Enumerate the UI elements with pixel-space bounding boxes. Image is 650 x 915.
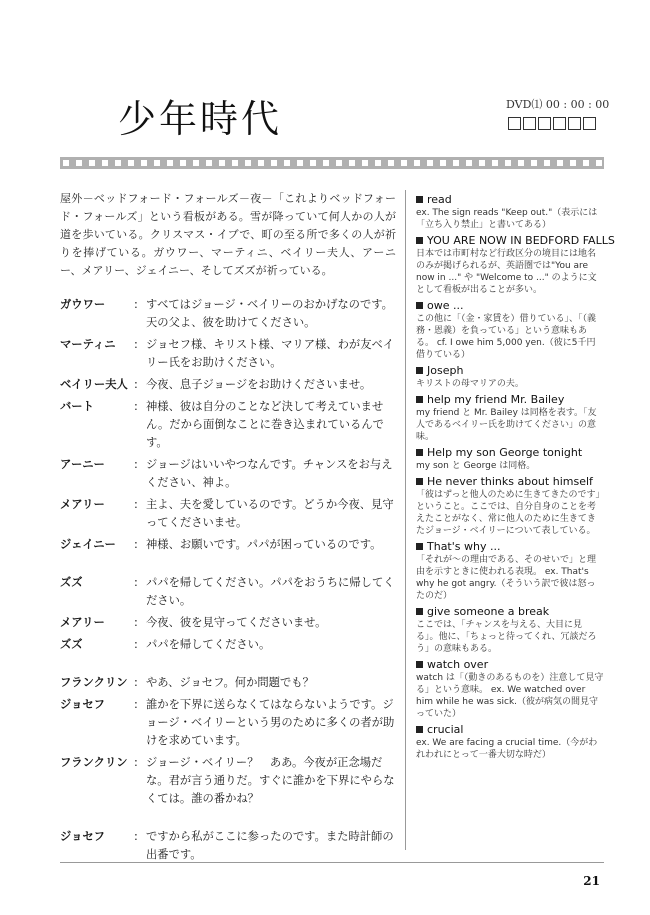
page-number: 21 — [583, 874, 600, 888]
note-heading — [416, 234, 615, 248]
square-bullet-icon — [416, 396, 423, 403]
dialogue-line: ジョージ・ベイリー？ ああ。今夜が正念場だな。君が言う通りだ。すぐに誰かを下界にやらなくては。誰の番かね？ — [146, 756, 395, 805]
dialogue-line: 誰かを下界に送らなくてはならないようです。ジョージ・ベイリーという男のために多くの者が助けを求めています。 — [146, 698, 395, 747]
page-title: 少年時代 — [118, 97, 283, 141]
speaker-name: ジョセフ — [60, 830, 105, 843]
dialogue-line: ジョージはいいやつなんです。チャンスをお与えください、神よ。 — [146, 458, 393, 489]
note-term: He never thinks about himself — [427, 475, 593, 488]
note-heading — [416, 605, 604, 619]
note-term: Joseph — [427, 364, 464, 377]
scene-description: 屋外－ベッドフォード・フォールズ－夜－「これよりベッドフォード・フォールズ」という看板がある。雪が降っていて何人かの人が道を歩いている。クリスマス・イブで、町の至る所で多くの人が祈りを捧げている。ガウワー、マーティニ、ベイリー夫人、アーニー、メアリー、ジェイニー、そしてズズが祈っている。 — [60, 192, 396, 277]
empty-box — [538, 117, 551, 130]
speaker-name: ベイリー夫人 — [60, 378, 128, 391]
speaker-name: ジョセフ — [60, 698, 105, 711]
dialogue-line: やあ、ジョセフ。何か問題でも？ — [146, 676, 314, 689]
dialogue-row — [60, 828, 396, 864]
checkbox-row — [508, 117, 596, 130]
vocab-note — [416, 658, 604, 720]
speaker-colon: : — [134, 378, 138, 391]
note-term: Help my son George tonight — [427, 446, 583, 459]
speaker-colon: : — [134, 538, 138, 551]
dialogue-line: ですから私がここに参ったのです。また時計師の出番です。 — [146, 830, 394, 861]
note-term: give someone a break — [427, 605, 550, 618]
dialogue-row — [60, 574, 396, 610]
square-bullet-icon — [416, 302, 423, 309]
main-column — [60, 190, 396, 868]
dialogue-row — [60, 398, 396, 452]
note-term: read — [427, 193, 452, 206]
column-divider — [405, 190, 406, 850]
note-explanation: ex. The sign reads "Keep out."（表示には「立ち入り禁止」と書いてある） — [416, 208, 598, 230]
dialogue-row — [60, 376, 396, 394]
note-heading — [416, 658, 604, 672]
vocab-note — [416, 446, 604, 472]
vocab-note — [416, 605, 604, 655]
dialogue-line: 神様、お願いです。パパが困っているのです。 — [146, 538, 382, 551]
empty-box — [568, 117, 581, 130]
dialogue-row — [60, 496, 396, 532]
note-explanation: 「彼はずっと他人のために生きてきたのです」ということ。ここでは、自分自身のことを考えたことがなく、常に他人のために生きてきたジョージ・ベイリーについて表している。 — [416, 490, 600, 536]
speaker-colon: : — [134, 676, 138, 689]
speaker-name: メアリー — [60, 616, 105, 629]
dialogue-row — [60, 674, 396, 692]
note-heading — [416, 475, 604, 489]
speaker-name: バート — [60, 400, 94, 413]
speaker-colon: : — [134, 756, 138, 769]
film-strip-divider — [60, 157, 604, 169]
dialogue-line: パパを帰してください。パパをおうちに帰してください。 — [146, 576, 395, 607]
speaker-colon: : — [134, 616, 138, 629]
speaker-colon: : — [134, 458, 138, 471]
notes-column — [416, 193, 615, 764]
speaker-name: メアリー — [60, 498, 105, 511]
speaker-colon: : — [134, 576, 138, 589]
note-heading — [416, 364, 604, 378]
speaker-colon: : — [134, 830, 138, 843]
speaker-name: フランクリン — [60, 756, 128, 769]
note-explanation: この他に「（金・家賃を）借りている」、「（義務・恩義）を負っている」という意味もある。 cf. I owe him 5,000 yen.（彼に5千円借りている） — [416, 314, 597, 360]
dialogue-list — [60, 296, 396, 864]
square-bullet-icon — [416, 543, 423, 550]
speaker-name: ズズ — [60, 576, 83, 589]
square-bullet-icon — [416, 196, 423, 203]
square-bullet-icon — [416, 608, 423, 615]
speaker-name: ガウワー — [60, 298, 106, 311]
note-term: help my friend Mr. Bailey — [427, 393, 565, 406]
footer-rule — [60, 862, 604, 863]
note-heading — [416, 723, 604, 737]
dialogue-line: すべてはジョージ・ベイリーのおかげなのです。天の父よ、彼を助けてください。 — [146, 298, 393, 329]
dvd-timecode: DVD⑴ 00 : 00 : 00 — [506, 98, 610, 111]
dialogue-line: 神様、彼は自分のことなど決して考えていません。だから面倒なことに巻き込まれているんです。 — [146, 400, 384, 449]
note-heading — [416, 299, 604, 313]
square-bullet-icon — [416, 661, 423, 668]
vocab-note — [416, 393, 604, 443]
speaker-colon: : — [134, 638, 138, 651]
dialogue-row — [60, 336, 396, 372]
note-explanation: キリストの母マリアの夫。 — [416, 379, 524, 389]
dialogue-line: 今夜、彼を見守ってくださいませ。 — [146, 616, 327, 629]
speaker-name: ジェイニー — [60, 538, 116, 551]
speaker-colon: : — [134, 698, 138, 711]
dialogue-line: 今夜、息子ジョージをお助けくださいませ。 — [146, 378, 372, 391]
note-explanation: my friend と Mr. Bailey は同格を表す。「友人であるベイリー氏を助けてください」の意味。 — [416, 408, 597, 442]
note-heading — [416, 193, 604, 207]
dialogue-row — [60, 696, 396, 750]
dialogue-row — [60, 456, 396, 492]
speaker-colon: : — [134, 400, 138, 413]
vocab-note — [416, 234, 615, 296]
speaker-colon: : — [134, 298, 138, 311]
empty-box — [523, 117, 536, 130]
note-explanation: my son と George は同格。 — [416, 461, 536, 471]
note-explanation: watch は「（動きのあるものを）注意して見守る」という意味。 ex. We watched over him while he was sick.（彼が病気の間見守っていた） — [416, 673, 604, 719]
speaker-name: マーティニ — [60, 338, 116, 351]
speaker-name: フランクリン — [60, 676, 128, 689]
dialogue-row — [60, 614, 396, 632]
dialogue-line: 主よ、夫を愛しているのです。どうか今夜、見守ってくださいませ。 — [146, 498, 394, 529]
note-term: That's why ... — [427, 540, 501, 553]
note-explanation: ここでは、「チャンスを与える、大目に見る」。他に、「ちょっと待ってくれ、冗談だろう」の意味もある。 — [416, 620, 597, 654]
dialogue-row — [60, 296, 396, 332]
empty-box — [508, 117, 521, 130]
note-term: owe ... — [427, 299, 464, 312]
speaker-colon: : — [134, 338, 138, 351]
dialogue-row — [60, 754, 396, 808]
vocab-note — [416, 193, 604, 231]
note-heading — [416, 540, 604, 554]
note-explanation: ex. We are facing a crucial time.（今がわれわれにとって一番大切な時だ） — [416, 738, 598, 760]
dialogue-row — [60, 536, 396, 554]
note-explanation: 「それが～の理由である、そのせいで」と理由を示すときに使われる表現。 ex. That's why he got angry.（そういう訳で彼は怒ったのだ） — [416, 555, 597, 601]
vocab-note — [416, 723, 604, 761]
square-bullet-icon — [416, 449, 423, 456]
dialogue-line: ジョセフ様、キリスト様、マリア様、わが友ベイリー氏をお助けください。 — [146, 338, 395, 369]
empty-box — [583, 117, 596, 130]
square-bullet-icon — [416, 726, 423, 733]
vocab-note — [416, 540, 604, 602]
vocab-note — [416, 364, 604, 390]
square-bullet-icon — [416, 478, 423, 485]
vocab-note — [416, 475, 604, 537]
square-bullet-icon — [416, 367, 423, 374]
note-term: YOU ARE NOW IN BEDFORD FALLS — [427, 234, 615, 247]
square-bullet-icon — [416, 237, 423, 244]
note-heading — [416, 446, 604, 460]
speaker-name: アーニー — [60, 458, 105, 471]
dialogue-row — [60, 636, 396, 654]
note-heading — [416, 393, 604, 407]
note-explanation: 日本では市町村など行政区分の境目には地名のみが掲げられるが、英語圏では"You are now in ..." や "Welcome to ..." のように文として看板が出ることが多い。 — [416, 249, 597, 295]
empty-box — [553, 117, 566, 130]
vocab-note — [416, 299, 604, 361]
speaker-colon: : — [134, 498, 138, 511]
dialogue-line: パパを帰してください。 — [146, 638, 271, 651]
note-term: watch over — [427, 658, 489, 671]
note-term: crucial — [427, 723, 464, 736]
speaker-name: ズズ — [60, 638, 83, 651]
